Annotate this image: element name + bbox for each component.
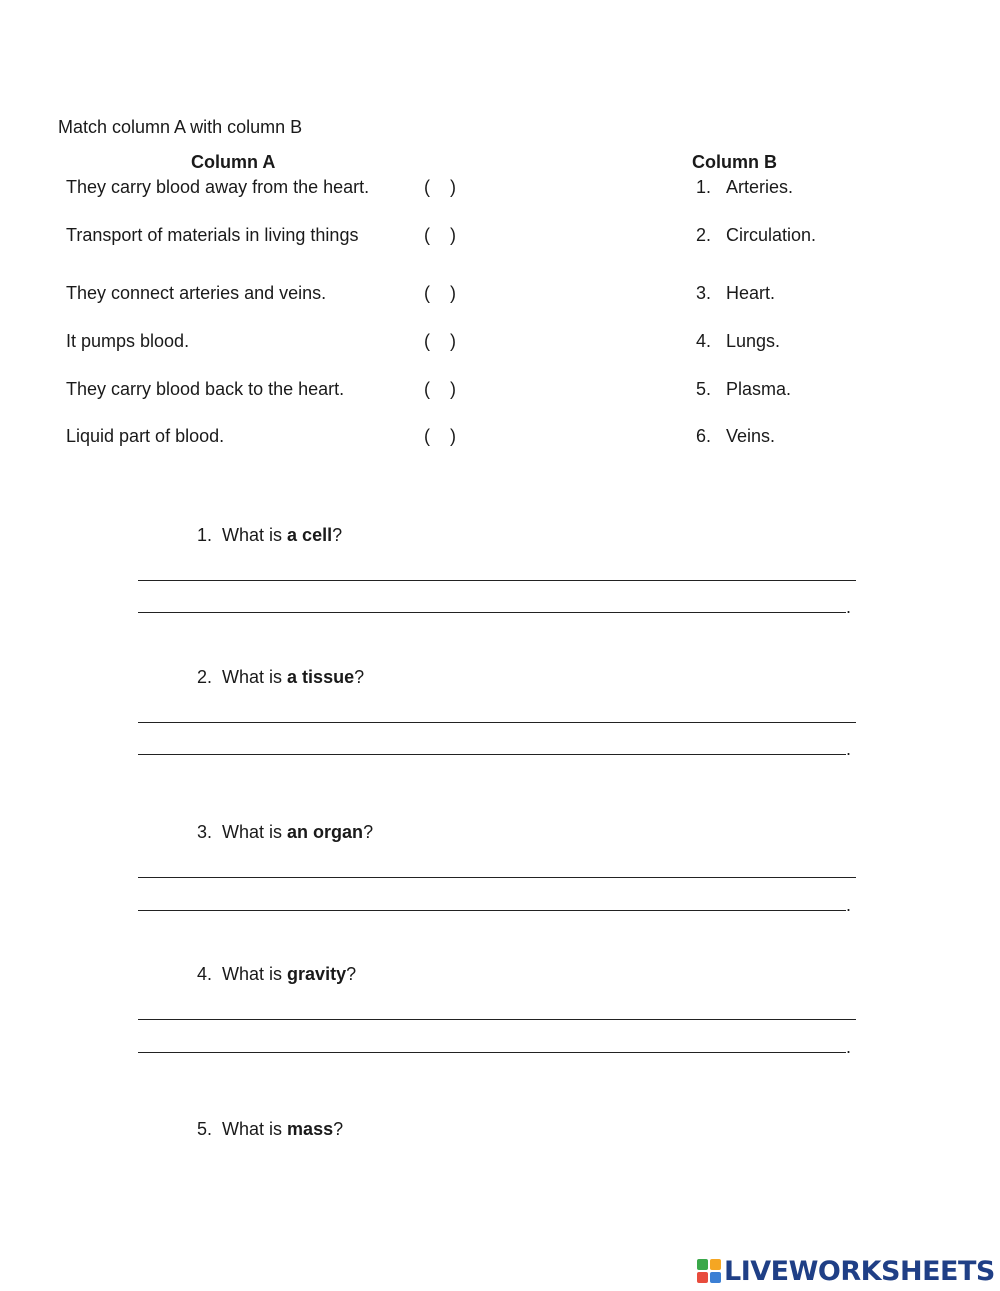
answer-parentheses[interactable]: ( ) [424, 331, 456, 351]
instruction: Match column A with column B [58, 117, 303, 137]
column-b-item: Circulation. [726, 225, 817, 245]
column-a-item: They connect arteries and veins. [66, 283, 327, 303]
question-term: gravity [287, 964, 347, 984]
column-a-item: Transport of materials in living things [66, 225, 359, 245]
answer-line[interactable] [138, 910, 846, 911]
question-prefix: What is [222, 1119, 288, 1139]
question-prefix: What is [222, 667, 288, 687]
column-b-item: Heart. [726, 283, 776, 303]
answer-parentheses[interactable]: ( ) [424, 177, 456, 197]
column-b-number: 3. [696, 283, 712, 303]
column-a-item: They carry blood away from the heart. [66, 177, 370, 197]
question-number: 5. [197, 1119, 213, 1139]
column-b-item: Veins. [726, 426, 776, 446]
answer-line[interactable] [138, 1019, 856, 1020]
answer-parentheses[interactable]: ( ) [424, 426, 456, 446]
logo-block [710, 1272, 721, 1283]
line-end-period: . [846, 739, 852, 759]
question [197, 666, 364, 688]
question-suffix: ? [363, 822, 374, 842]
question-suffix: ? [332, 525, 343, 545]
column-a-item: It pumps blood. [66, 331, 190, 351]
logo-block [697, 1259, 708, 1270]
answer-parentheses[interactable]: ( ) [424, 379, 456, 399]
answer-line[interactable] [138, 722, 856, 723]
column-b-number: 6. [696, 426, 712, 446]
line-end-period: . [846, 597, 852, 617]
answer-line[interactable] [138, 877, 856, 878]
question-prefix: What is [222, 964, 288, 984]
question [197, 963, 356, 985]
answer-line[interactable] [138, 580, 856, 581]
logo-block [697, 1272, 708, 1283]
question-prefix: What is [222, 525, 288, 545]
logo-text: LIVEWORKSHEETS [724, 1255, 995, 1287]
question-term: mass [287, 1119, 334, 1139]
line-end-period: . [846, 895, 852, 915]
answer-line[interactable] [138, 612, 846, 613]
liveworksheets-logo [697, 1256, 995, 1286]
column-b-number: 5. [696, 379, 712, 399]
question [197, 524, 342, 546]
logo-mark-icon [697, 1259, 721, 1283]
question [197, 821, 373, 843]
column-b-item: Lungs. [726, 331, 781, 351]
column-a-header: Column A [191, 152, 276, 172]
answer-line[interactable] [138, 754, 846, 755]
column-b-header: Column B [692, 152, 777, 172]
column-b-number: 1. [696, 177, 712, 197]
answer-line[interactable] [138, 1052, 846, 1053]
column-b-number: 4. [696, 331, 712, 351]
question [197, 1118, 343, 1140]
question-term: a tissue [287, 667, 355, 687]
column-b-item: Plasma. [726, 379, 792, 399]
question-prefix: What is [222, 822, 288, 842]
line-end-period: . [846, 1037, 852, 1057]
question-number: 4. [197, 964, 213, 984]
logo-block [710, 1259, 721, 1270]
answer-parentheses[interactable]: ( ) [424, 225, 456, 245]
question-term: an organ [287, 822, 364, 842]
column-a-item: Liquid part of blood. [66, 426, 225, 446]
question-number: 2. [197, 667, 213, 687]
answer-parentheses[interactable]: ( ) [424, 283, 456, 303]
question-suffix: ? [333, 1119, 344, 1139]
question-suffix: ? [354, 667, 365, 687]
question-number: 1. [197, 525, 213, 545]
question-suffix: ? [346, 964, 357, 984]
question-term: a cell [287, 525, 333, 545]
column-b-number: 2. [696, 225, 712, 245]
column-a-item: They carry blood back to the heart. [66, 379, 345, 399]
question-number: 3. [197, 822, 213, 842]
column-b-item: Arteries. [726, 177, 794, 197]
